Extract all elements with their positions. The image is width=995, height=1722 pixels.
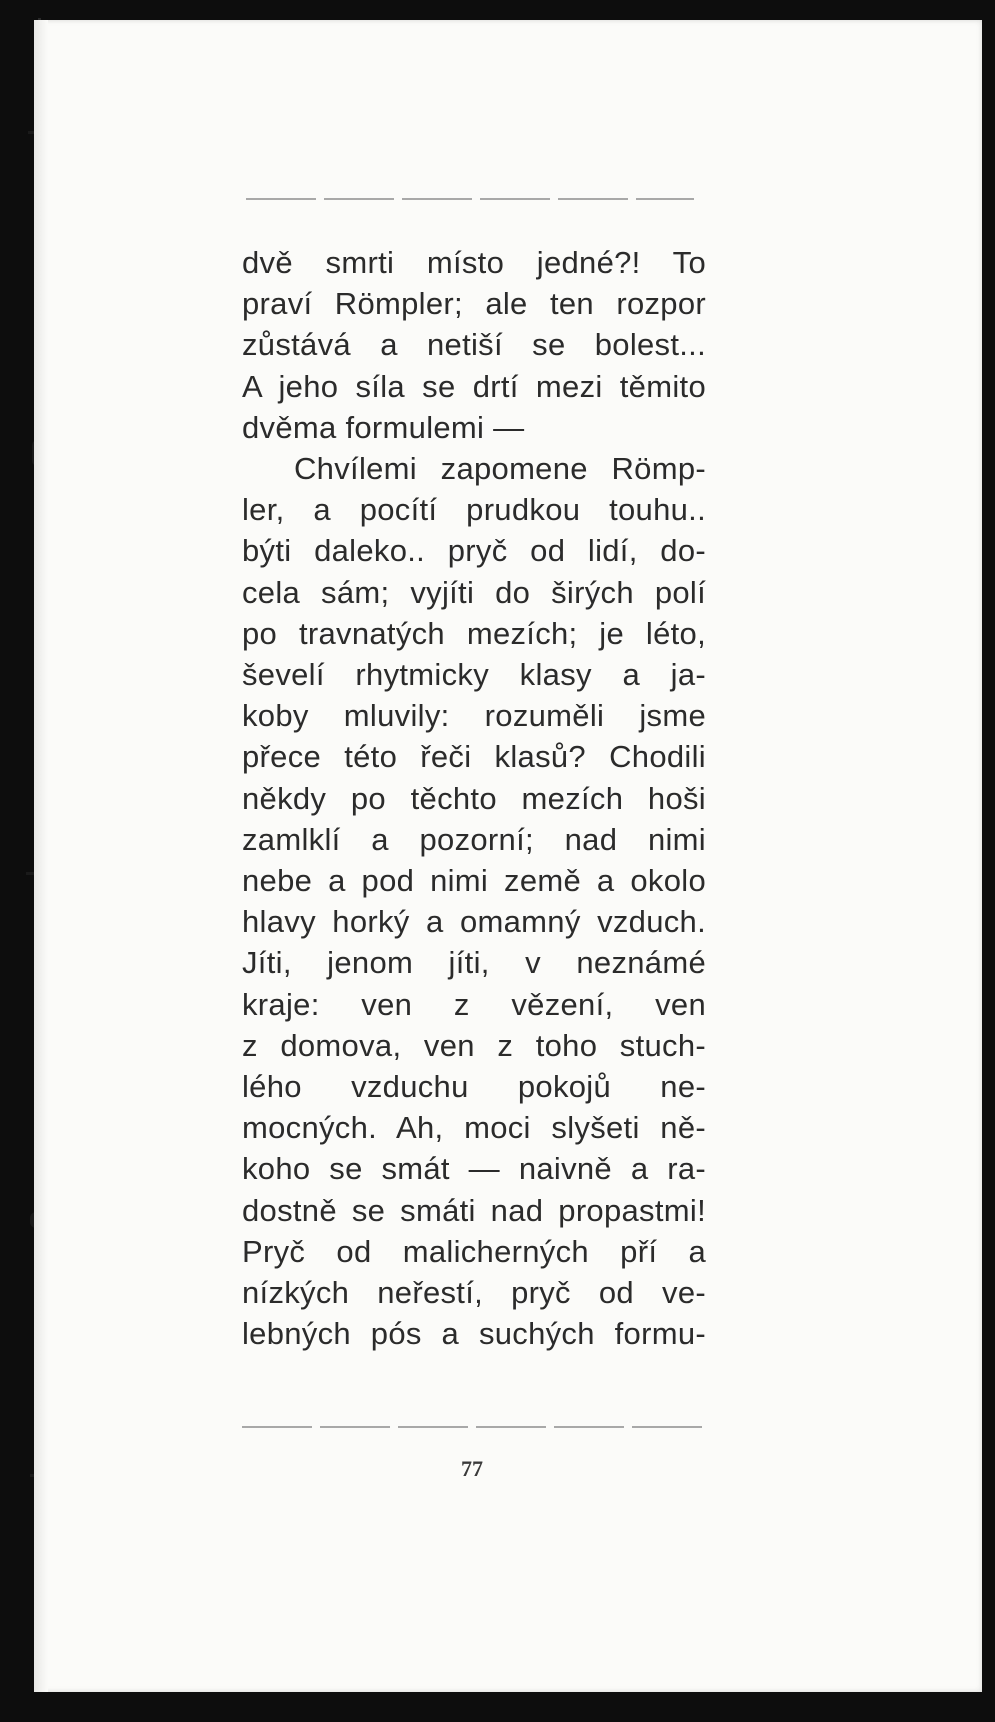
text-line: praví Römpler; ale ten rozpor xyxy=(242,286,706,322)
text-line: hlavy horký a omamný vzduch. xyxy=(242,904,706,940)
text-line: kraje: ven z vězení, ven xyxy=(242,986,706,1022)
text-line: někdy po těchto mezích hoši xyxy=(242,780,706,816)
text-line: nízkých neřestí, pryč od ve- xyxy=(242,1275,706,1311)
book-page xyxy=(34,20,982,1692)
text-line: Pryč od malicherných pří a xyxy=(242,1233,706,1269)
text-line: koby mluvily: rozuměli jsme xyxy=(242,698,706,734)
text-line: ler, a pocítí prudkou touhu.. xyxy=(242,492,706,528)
text-line: zamlklí a pozorní; nad nimi xyxy=(242,821,706,857)
text-line: koho se smát — naivně a ra- xyxy=(242,1151,706,1187)
text-line: z domova, ven z toho stuch- xyxy=(242,1027,706,1063)
text-line: dvěma formulemi — xyxy=(242,409,525,445)
text-line: mocných. Ah, moci slyšeti ně- xyxy=(242,1110,706,1146)
text-line: cela sám; vyjíti do širých polí xyxy=(242,574,706,610)
header-rule xyxy=(246,198,694,200)
page-binding-edge xyxy=(34,20,48,1692)
text-line: po travnatých mezích; je léto, xyxy=(242,615,706,651)
text-line: dostně se smáti nad propastmi! xyxy=(242,1192,706,1228)
text-line: lebných pós a suchých formu- xyxy=(242,1316,706,1352)
text-line: ševelí rhytmicky klasy a ja- xyxy=(242,657,706,693)
body-text xyxy=(242,242,706,1354)
text-line: Chvílemi zapomene Römp- xyxy=(294,451,706,487)
text-line: Jíti, jenom jíti, v neznámé xyxy=(242,945,706,981)
text-line: A jeho síla se drtí mezi těmito xyxy=(242,368,706,404)
text-line: lého vzduchu pokojů ne- xyxy=(242,1069,706,1105)
text-line: zůstává a netiší se bolest... xyxy=(242,327,706,363)
text-line: nebe a pod nimi země a okolo xyxy=(242,863,706,899)
text-line: přece této řeči klasů? Chodili xyxy=(242,739,706,775)
page-number: 77 xyxy=(461,1456,483,1481)
text-line: dvě smrti místo jedné?! To xyxy=(242,245,706,280)
text-line: býti daleko.. pryč od lidí, do- xyxy=(242,533,706,569)
footer-rule xyxy=(242,1426,702,1428)
